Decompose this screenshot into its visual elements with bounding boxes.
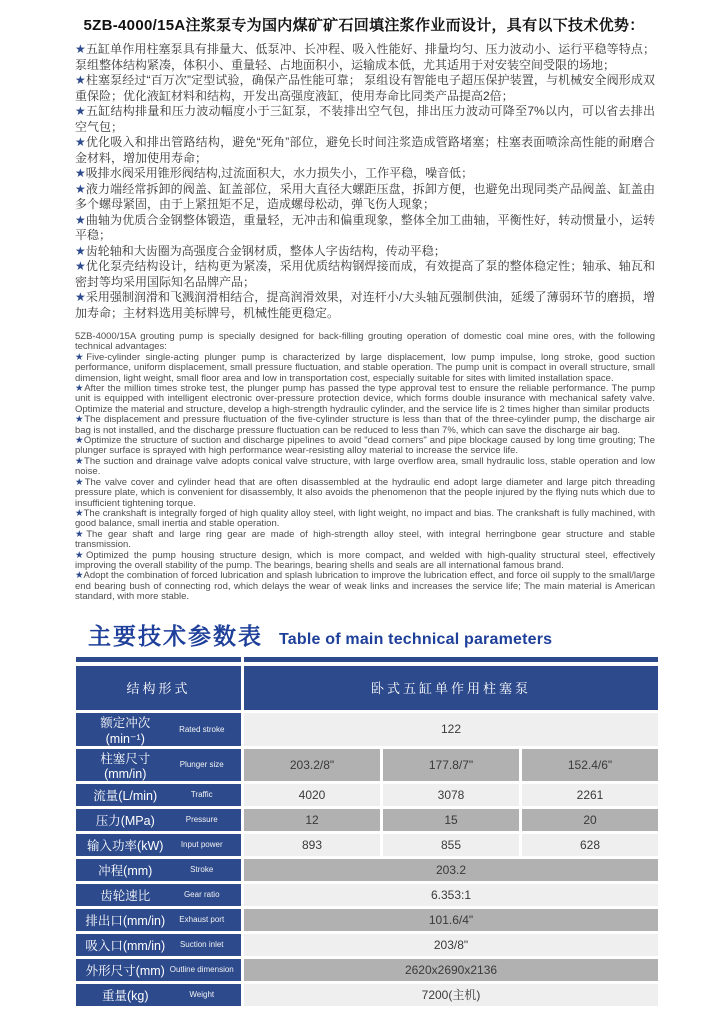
star-icon: ★ xyxy=(75,290,86,304)
param-value: 15 xyxy=(383,809,519,831)
star-icon: ★ xyxy=(75,549,86,561)
feature-text: 采用强制润滑和飞溅润滑相结合，提高润滑效果，对连杆小/大头轴瓦强制供油，延缓了薄弱环节的磨损，增加寿命；主材料选用美标牌号，机械性能更稳定。 xyxy=(75,290,656,320)
star-icon: ★ xyxy=(75,528,87,540)
param-label-cn: 柱塞尺寸(mm/in) xyxy=(100,751,151,781)
star-icon: ★ xyxy=(75,455,85,467)
param-value: 177.8/7" xyxy=(383,749,519,781)
param-label-weight xyxy=(76,984,241,1006)
parameters-table xyxy=(76,666,658,1006)
feature-item-cn xyxy=(75,259,655,290)
param-value: 152.4/6" xyxy=(522,749,658,781)
feature-text: 液力端经常拆卸的阀盖、缸盖部位，采用大直径大螺距压盘，拆卸方便，也避免出现同类产品阀盖、缸盖由多个螺母紧固，由于上紧扭矩不足，造成螺母松动，弹飞伤人现象； xyxy=(75,181,655,211)
feature-text: The displacement and pressure fluctuation of the five-cylinder structure is less than that of the three-cylinder pump, the discharge air bag is not installed, and the discharge pressure fluctuation can be reduced to less than 7%, which can save the discharge air bag. xyxy=(75,414,655,436)
page-title: 5ZB-4000/15A注浆泵专为国内煤矿矿石回填注浆作业而设计，具有以下技术优势： xyxy=(83,17,645,34)
feature-item-cn xyxy=(75,42,655,73)
star-icon: ★ xyxy=(75,414,85,426)
feature-item-cn xyxy=(75,135,655,166)
feature-item-en xyxy=(75,415,655,436)
param-label-en: Pressure xyxy=(185,815,218,825)
feature-text: 柱塞泵经过“百万次”定型试验，确保产品性能可靠； 泵组设有智能电子超压保护装置，与机械安全阀形成双重保险；优化液缸材料和结构，开发出高强度液缸，使用寿命比同类产品提高2倍； xyxy=(75,73,655,103)
star-icon: ★ xyxy=(75,383,85,395)
feature-item-en xyxy=(75,436,655,457)
param-value: 2620x2690x2136 xyxy=(244,959,658,981)
param-value: 2261 xyxy=(522,784,658,806)
param-label-input-power xyxy=(76,834,241,856)
table-header-label: 结构形式 xyxy=(76,666,241,710)
star-icon: ★ xyxy=(75,435,84,447)
param-value: 20 xyxy=(522,809,658,831)
param-value: 101.6/4" xyxy=(244,909,658,931)
param-value: 893 xyxy=(244,834,380,856)
param-label-cn: 吸入口(mm/in) xyxy=(85,938,166,953)
feature-text: 齿轮轴和大齿圈为高强度合金钢材质，整体人字齿结构，传动平稳； xyxy=(85,243,446,258)
star-icon: ★ xyxy=(75,570,84,582)
star-icon: ★ xyxy=(75,42,86,56)
param-label-cn: 流量(L/min) xyxy=(93,788,158,803)
feature-text: Five-cylinder single-acting plunger pump is characterized by large displacement, low pump impulse, long stroke, good suction performance, uniform displacement, small pressure fluctuation, and stable operation. The pump unit is compact in overall structure, small dimension, light weight, small floor area and low in transportation cost, especially suitable for sites with limited installation space. xyxy=(75,351,655,384)
feature-text: 优化吸入和排出管路结构，避免“死角”部位，避免长时间注浆造成管路堵塞；柱塞表面喷涂高性能的耐磨合金材料，增加使用寿命； xyxy=(75,135,655,165)
feature-item-cn xyxy=(75,213,655,244)
section-heading-cn: 主要技术参数表 xyxy=(88,622,263,649)
star-icon: ★ xyxy=(75,181,86,196)
param-label-rated-stroke xyxy=(76,713,241,746)
param-label-cn: 额定冲次(min⁻¹) xyxy=(100,715,151,746)
param-label-cn: 外形尺寸(mm) xyxy=(85,963,165,978)
param-label-plunger-size xyxy=(76,749,241,781)
param-value: 12 xyxy=(244,809,380,831)
section-heading xyxy=(88,618,728,651)
star-icon: ★ xyxy=(75,243,86,258)
feature-text: 五缸单作用柱塞泵具有排量大、低泵冲、长冲程、吸入性能好、排量均匀、压力波动小、运行平稳等特点；泵组整体结构紧凑，体积小、重量轻、占地面积小，运输成本低，尤其适用于对安装空间受限的场地； xyxy=(75,42,655,72)
param-label-en: Rated stroke xyxy=(179,724,225,734)
param-label-en: Weight xyxy=(189,990,215,1000)
feature-text: 吸排水阀采用锥形阀结构,过流面积大，水力损失小，工作平稳，噪音低； xyxy=(85,166,474,180)
feature-text: After the million times stroke test, the plunger pump has passed the type approval test to ensure the reliable performance. The pump unit is equipped with intelligent electronic over-pressure protection device, which forms double insurance with mechanical safety valve. Optimize the material and structure, develop a high-strength hydraulic cylinder, and the service life is 2 times higher than similar products xyxy=(75,383,655,415)
param-label-en: Input power xyxy=(180,840,223,850)
param-label-outline-dimension xyxy=(76,959,241,981)
feature-text: The gear shaft and large ring gear are made of high-strength alloy steel, with integral herringbone gear structure and stable transmission. xyxy=(75,528,655,551)
feature-item-cn xyxy=(75,182,655,213)
param-label-pressure xyxy=(76,809,241,831)
param-label-en: Outline dimension xyxy=(169,965,234,975)
param-label-cn: 输入功率(kW) xyxy=(87,838,164,853)
param-label-stroke xyxy=(76,859,241,881)
underline-segment-left xyxy=(76,657,241,662)
param-label-gear-ratio xyxy=(76,884,241,906)
param-label-cn: 排出口(mm/in) xyxy=(85,913,166,928)
param-label-en: Traffic xyxy=(190,790,213,800)
table-header-value: 卧式五缸单作用柱塞泵 xyxy=(244,666,658,710)
feature-text: Optimize the structure of suction and discharge pipelines to avoid "dead corners" and pipe blockage caused by long time grouting; The plunger surface is sprayed with high performance wear-resisting alloy material to increase the service life. xyxy=(75,435,655,457)
feature-text: 五缸结构排量和压力波动幅度小于三缸泵，不装排出空气包，排出压力波动可降至7%以内，可以省去排出空气包； xyxy=(75,104,655,134)
feature-item-cn xyxy=(75,166,655,182)
param-label-en: Gear ratio xyxy=(183,890,220,900)
feature-text: 曲轴为优质合金钢整体锻造，重量轻，无冲击和偏重现象，整体全加工曲轴，平衡性好，转动惯量小，运转平稳； xyxy=(75,212,655,242)
param-value: 7200(主机) xyxy=(244,984,658,1006)
star-icon: ★ xyxy=(75,476,85,488)
feature-item-en xyxy=(75,571,655,602)
param-value: 203.2/8" xyxy=(244,749,380,781)
star-icon: ★ xyxy=(75,507,84,519)
feature-list-cn xyxy=(75,42,655,321)
star-icon: ★ xyxy=(75,135,86,149)
section-heading-en: Table of main technical parameters xyxy=(279,630,553,648)
star-icon: ★ xyxy=(75,166,86,180)
feature-item-en xyxy=(75,457,655,478)
param-label-en: Exhaust port xyxy=(179,915,225,925)
param-label-cn: 重量(kg) xyxy=(101,988,149,1003)
feature-text: 5ZB-4000/15A grouting pump is specially designed for back-filling grouting operation of domestic coal mine ores, with the following technical advantages: xyxy=(75,331,655,353)
star-icon: ★ xyxy=(75,351,87,363)
feature-text: The crankshaft is integrally forged of high quality alloy steel, with light weight, no impact and bias. The crankshaft is fully machined, with good balance, small inertia and stable operation. xyxy=(75,507,655,530)
feature-item-cn xyxy=(75,290,655,321)
param-value: 3078 xyxy=(383,784,519,806)
param-value: 122 xyxy=(244,713,658,746)
param-value: 4020 xyxy=(244,784,380,806)
star-icon: ★ xyxy=(75,73,86,87)
star-icon: ★ xyxy=(75,212,86,227)
feature-text: 优化泵壳结构设计，结构更为紧凑，采用优质结构钢焊接而成，有效提高了泵的整体稳定性；轴承、轴瓦和密封等均采用国际知名品牌产品； xyxy=(75,259,655,289)
param-label-cn: 齿轮速比 xyxy=(100,888,151,903)
param-value: 855 xyxy=(383,834,519,856)
feature-text: The suction and drainage valve adopts conical valve structure, with large overflow area, small hydraulic loss, stable operation and low noise. xyxy=(75,455,655,478)
feature-item-cn xyxy=(75,244,655,260)
param-label-suction-inlet xyxy=(76,934,241,956)
param-label-en: Plunger size xyxy=(179,760,224,770)
feature-text: The valve cover and cylinder head that are often disassembled at the hydraulic end adopt large diameter and large pitch threading pressure plate, which is convenient for disassembly, It also avoids the phenomenon that the people injured by the flying nuts which due to insufficient tightening torque. xyxy=(75,476,655,509)
param-label-cn: 压力(MPa) xyxy=(95,813,155,828)
param-label-cn: 冲程(mm) xyxy=(98,863,153,878)
param-value: 628 xyxy=(522,834,658,856)
feature-item-en xyxy=(75,551,655,572)
heading-underline xyxy=(76,657,658,662)
feature-item-en xyxy=(75,478,655,509)
star-icon: ★ xyxy=(75,259,86,273)
feature-item-cn xyxy=(75,73,655,104)
english-intro xyxy=(75,332,655,353)
param-label-exhaust-port xyxy=(76,909,241,931)
param-label-traffic xyxy=(76,784,241,806)
feature-item-en xyxy=(75,384,655,415)
param-value: 203/8" xyxy=(244,934,658,956)
feature-list-en xyxy=(75,332,655,603)
feature-item-en xyxy=(75,530,655,551)
underline-segment-right xyxy=(244,657,658,662)
feature-item-en xyxy=(75,353,655,384)
feature-item-cn xyxy=(75,104,655,135)
feature-item-en xyxy=(75,509,655,530)
param-label-en: Suction inlet xyxy=(179,940,224,950)
param-value: 6.353:1 xyxy=(244,884,658,906)
feature-text: Adopt the combination of forced lubrication and splash lubrication to improve the lubrication effect, and force oil supply to the small/large end bearing bush of connecting rod, which delays the wear of weak links and increases the service life; The main material is American standard, with more stable. xyxy=(75,570,655,603)
feature-text: Optimized the pump housing structure design, which is more compact, and welded with high-quality structural steel, effectively improving the overall stability of the pump. The bearings, bearing shells and seals are all international famous brand. xyxy=(75,549,655,571)
star-icon: ★ xyxy=(75,104,87,118)
param-label-en: Stroke xyxy=(190,865,214,875)
param-value: 203.2 xyxy=(244,859,658,881)
